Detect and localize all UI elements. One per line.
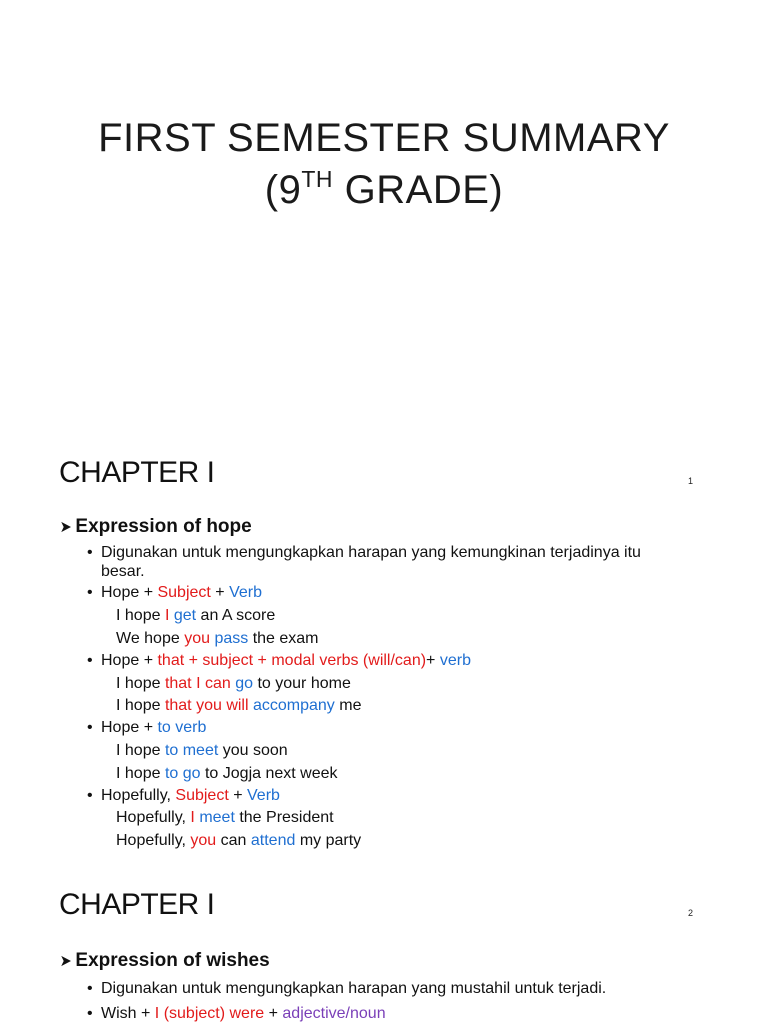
slide-expression-of-wishes bbox=[0, 884, 768, 1024]
example-line bbox=[116, 674, 351, 694]
text-segment: get bbox=[173, 607, 197, 624]
title-slide bbox=[0, 0, 768, 430]
bullet-dot-icon: • bbox=[87, 980, 93, 997]
text-segment: to Jogja next week bbox=[200, 765, 338, 782]
text-segment: that you will bbox=[164, 697, 249, 714]
text-segment: the President bbox=[234, 809, 334, 826]
text-segment: can bbox=[216, 832, 251, 849]
bullet-dot-icon: • bbox=[87, 652, 93, 669]
text-segment: Hope + bbox=[101, 652, 158, 669]
description-line: Digunakan untuk mengungkapkan harapan yang mustahil untuk terjadi. bbox=[101, 980, 607, 997]
text-segment: + bbox=[264, 1005, 283, 1022]
section-heading-text: Expression of wishes bbox=[75, 950, 270, 971]
text-segment: you bbox=[190, 832, 217, 849]
text-segment: meet bbox=[199, 809, 235, 826]
page-number: 2 bbox=[688, 908, 694, 918]
formula-line bbox=[101, 583, 262, 603]
formula-line bbox=[101, 786, 280, 806]
title-grade-superscript: TH bbox=[301, 166, 334, 192]
text-segment: to your home bbox=[253, 675, 351, 692]
text-segment: I hope bbox=[116, 675, 165, 692]
bullet-dot-icon: • bbox=[87, 584, 93, 601]
example-line bbox=[116, 741, 288, 761]
text-segment: Verb bbox=[247, 787, 280, 804]
chapter-heading: CHAPTER I bbox=[59, 456, 215, 489]
arrow-bullet-icon: ➤ bbox=[59, 953, 72, 970]
title-grade-open: (9 bbox=[264, 168, 302, 212]
bullet-dot-icon: • bbox=[87, 719, 93, 736]
text-segment: me bbox=[334, 697, 362, 714]
text-segment: go bbox=[235, 675, 254, 692]
text-segment: accompany bbox=[252, 697, 335, 714]
example-line bbox=[116, 629, 319, 649]
example-line bbox=[116, 696, 361, 716]
text-segment: I hope bbox=[116, 765, 165, 782]
title-line-2 bbox=[0, 168, 768, 213]
slide-expression-of-hope bbox=[0, 452, 768, 872]
text-segment: to go bbox=[164, 765, 201, 782]
text-segment: I bbox=[190, 809, 195, 826]
text-segment: verb bbox=[439, 652, 471, 669]
bullet-dot-icon: • bbox=[87, 787, 93, 804]
text-segment: I hope bbox=[116, 607, 165, 624]
text-segment: Hope + bbox=[101, 719, 158, 736]
text-segment: We hope bbox=[116, 630, 185, 647]
text-segment: adjective/noun bbox=[282, 1005, 386, 1022]
page-number: 1 bbox=[688, 476, 694, 486]
title-grade-close: GRADE) bbox=[333, 168, 504, 212]
title-line-1: FIRST SEMESTER SUMMARY bbox=[98, 116, 670, 160]
text-segment: + bbox=[210, 584, 230, 601]
text-segment: to verb bbox=[157, 719, 207, 736]
text-segment: Hope + bbox=[101, 584, 158, 601]
text-segment: you soon bbox=[218, 742, 288, 759]
text-segment: I hope bbox=[116, 697, 165, 714]
text-segment: + bbox=[426, 652, 440, 669]
example-line bbox=[116, 606, 275, 626]
description-line: Digunakan untuk mengungkapkan harapan yang kemungkinan terjadinya itu bbox=[101, 544, 641, 561]
formula-line bbox=[101, 718, 206, 738]
section-heading bbox=[59, 950, 270, 972]
text-segment: + bbox=[228, 787, 248, 804]
text-segment: Subject bbox=[157, 584, 211, 601]
arrow-bullet-icon: ➤ bbox=[59, 519, 72, 536]
text-segment: that I can bbox=[164, 675, 231, 692]
text-segment: Wish + bbox=[101, 1005, 155, 1022]
text-segment: that + subject + modal verbs (will/can) bbox=[157, 652, 427, 669]
text-segment: pass bbox=[214, 630, 249, 647]
formula-line bbox=[101, 651, 471, 671]
example-line bbox=[116, 764, 338, 784]
example-line bbox=[116, 808, 334, 828]
section-heading-text: Expression of hope bbox=[75, 516, 252, 537]
text-segment: Hopefully, bbox=[116, 809, 191, 826]
text-segment: my party bbox=[295, 832, 362, 849]
bullet-dot-icon: • bbox=[87, 544, 93, 561]
description-line: besar. bbox=[101, 563, 145, 580]
text-segment: Hopefully, bbox=[101, 787, 176, 804]
text-segment: Subject bbox=[175, 787, 229, 804]
text-segment: I hope bbox=[116, 742, 165, 759]
text-segment: the exam bbox=[248, 630, 319, 647]
text-segment: to meet bbox=[164, 742, 219, 759]
bullet-dot-icon: • bbox=[87, 1005, 93, 1022]
text-segment: attend bbox=[250, 832, 296, 849]
text-segment: I bbox=[164, 607, 170, 624]
formula-line bbox=[101, 1004, 386, 1024]
text-segment: I (subject) were bbox=[154, 1005, 265, 1022]
text-segment: Verb bbox=[229, 584, 263, 601]
text-segment: an A score bbox=[196, 607, 276, 624]
text-segment: you bbox=[184, 630, 210, 647]
section-heading bbox=[59, 516, 252, 538]
text-segment: Hopefully, bbox=[116, 832, 191, 849]
chapter-heading: CHAPTER I bbox=[59, 888, 215, 921]
example-line bbox=[116, 831, 361, 851]
